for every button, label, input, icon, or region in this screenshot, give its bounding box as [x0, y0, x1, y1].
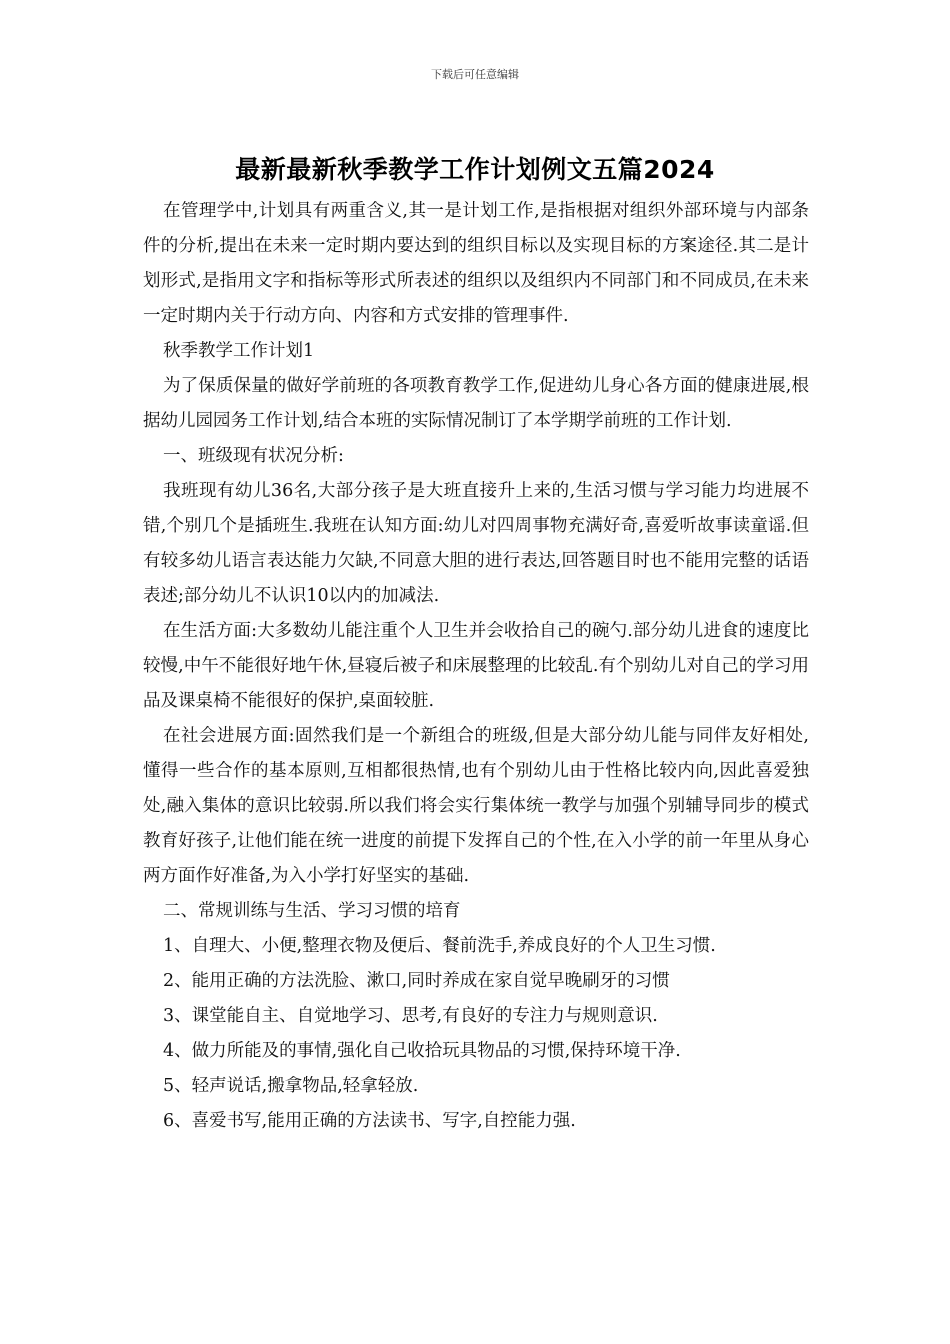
list-item: 3、课堂能自主、自觉地学习、思考,有良好的专注力与规则意识.	[163, 1006, 658, 1026]
list-item: 2、能用正确的方法洗脸、漱口,同时养成在家自觉早晚刷牙的习惯	[163, 971, 670, 991]
document-title: 最新最新秋季教学工作计划例文五篇2024	[235, 155, 715, 184]
body-paragraph: 在生活方面:大多数幼儿能注重个人卫生并会收拾自己的碗勺.部分幼儿进食的速度比较慢,中午不能很好地午休,昼寝后被子和床展整理的比较乱.有个别幼儿对自己的学习用品及课桌椅不能很好的保护,桌面较脏.	[143, 621, 809, 711]
section-heading: 秋季教学工作计划1	[163, 341, 315, 361]
body-paragraph: 为了保质保量的做好学前班的各项教育教学工作,促进幼儿身心各方面的健康进展,根据幼儿园园务工作计划,结合本班的实际情况制订了本学期学前班的工作计划.	[143, 376, 809, 431]
intro-paragraph: 在管理学中,计划具有两重含义,其一是计划工作,是指根据对组织外部环境与内部条件的分析,提出在未来一定时期内要达到的组织目标以及实现目标的方案途径.其二是计划形式,是指用文字和指标等形式所表述的组织以及组织内不同部门和不同成员,在未来一定时期内关于行动方向、内容和方式安排的管理事件.	[143, 201, 809, 326]
list-item: 5、轻声说话,搬拿物品,轻拿轻放.	[163, 1076, 419, 1096]
section-heading: 一、班级现有状况分析:	[163, 446, 344, 466]
list-item: 1、自理大、小便,整理衣物及便后、餐前洗手,养成良好的个人卫生习惯.	[163, 936, 716, 956]
section-heading: 二、常规训练与生活、学习习惯的培育	[163, 901, 461, 921]
body-paragraph: 在社会进展方面:固然我们是一个新组合的班级,但是大部分幼儿能与同伴友好相处,懂得一些合作的基本原则,互相都很热情,也有个别幼儿由于性格比较内向,因此喜爱独处,融入集体的意识比较弱.所以我们将会实行集体统一教学与加强个别辅导同步的模式教育好孩子,让他们能在统一进度的前提下发挥自己的个性,在入小学的前一年里从身心两方面作好准备,为入小学打好坚实的基础.	[143, 726, 809, 886]
list-item: 4、做力所能及的事情,强化自己收拾玩具物品的习惯,保持环境干净.	[163, 1041, 681, 1061]
document-body	[143, 194, 809, 1139]
body-paragraph: 我班现有幼儿36名,大部分孩子是大班直接升上来的,生活习惯与学习能力均进展不错,个别几个是插班生.我班在认知方面:幼儿对四周事物充满好奇,喜爱听故事读童谣.但有较多幼儿语言表达能力欠缺,不同意大胆的进行表达,回答题目时也不能用完整的话语表述;部分幼儿不认识10以内的加减法.	[143, 481, 809, 606]
header-note: 下载后可任意编辑	[431, 68, 519, 81]
list-item: 6、喜爱书写,能用正确的方法读书、写字,自控能力强.	[163, 1111, 576, 1131]
